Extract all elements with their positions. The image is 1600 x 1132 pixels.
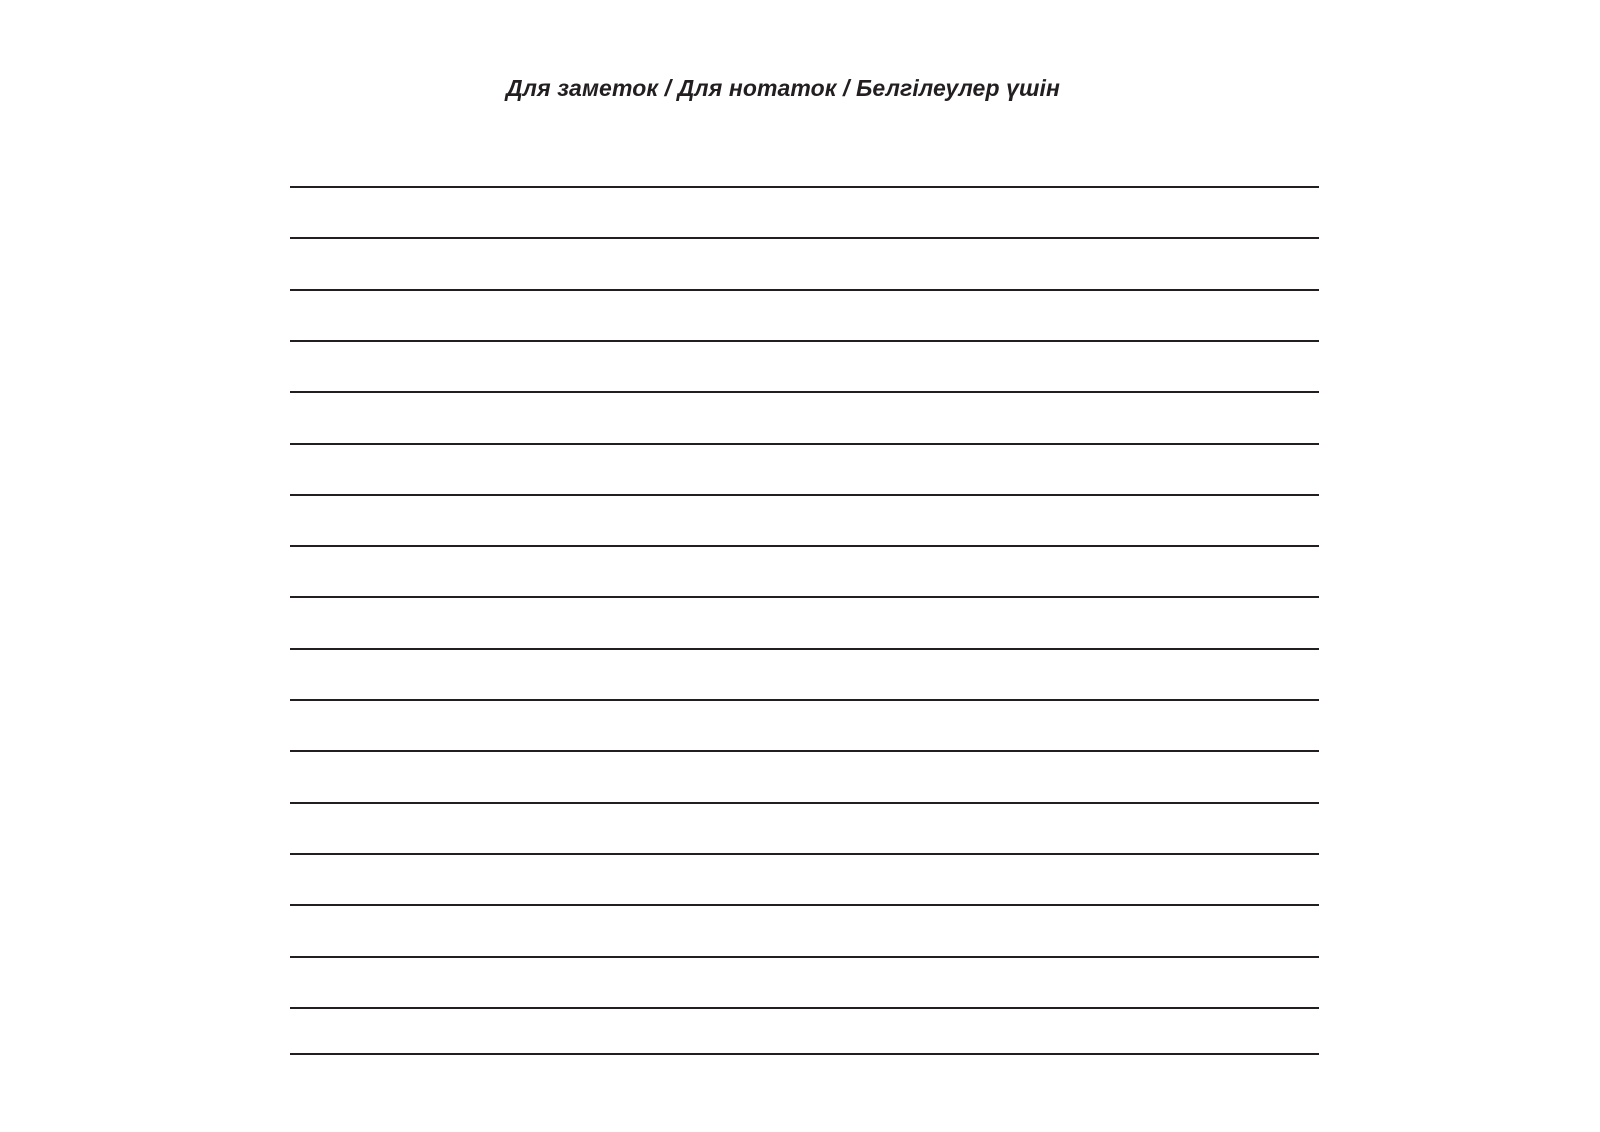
- ruled-line: [290, 237, 1319, 239]
- ruled-line: [290, 596, 1319, 598]
- ruled-line: [290, 494, 1319, 496]
- ruled-line: [290, 1007, 1319, 1009]
- ruled-line: [290, 391, 1319, 393]
- ruled-line: [290, 1053, 1319, 1055]
- ruled-line: [290, 750, 1319, 752]
- ruled-line: [290, 853, 1319, 855]
- ruled-line: [290, 340, 1319, 342]
- ruled-line: [290, 956, 1319, 958]
- ruled-line: [290, 648, 1319, 650]
- ruled-line: [290, 289, 1319, 291]
- ruled-line: [290, 904, 1319, 906]
- ruled-line: [290, 443, 1319, 445]
- page-title: Для заметок / Для нотаток / Белгілеулер үшін: [505, 75, 1061, 101]
- ruled-line: [290, 802, 1319, 804]
- ruled-line: [290, 545, 1319, 547]
- ruled-line: [290, 186, 1319, 188]
- ruled-line: [290, 699, 1319, 701]
